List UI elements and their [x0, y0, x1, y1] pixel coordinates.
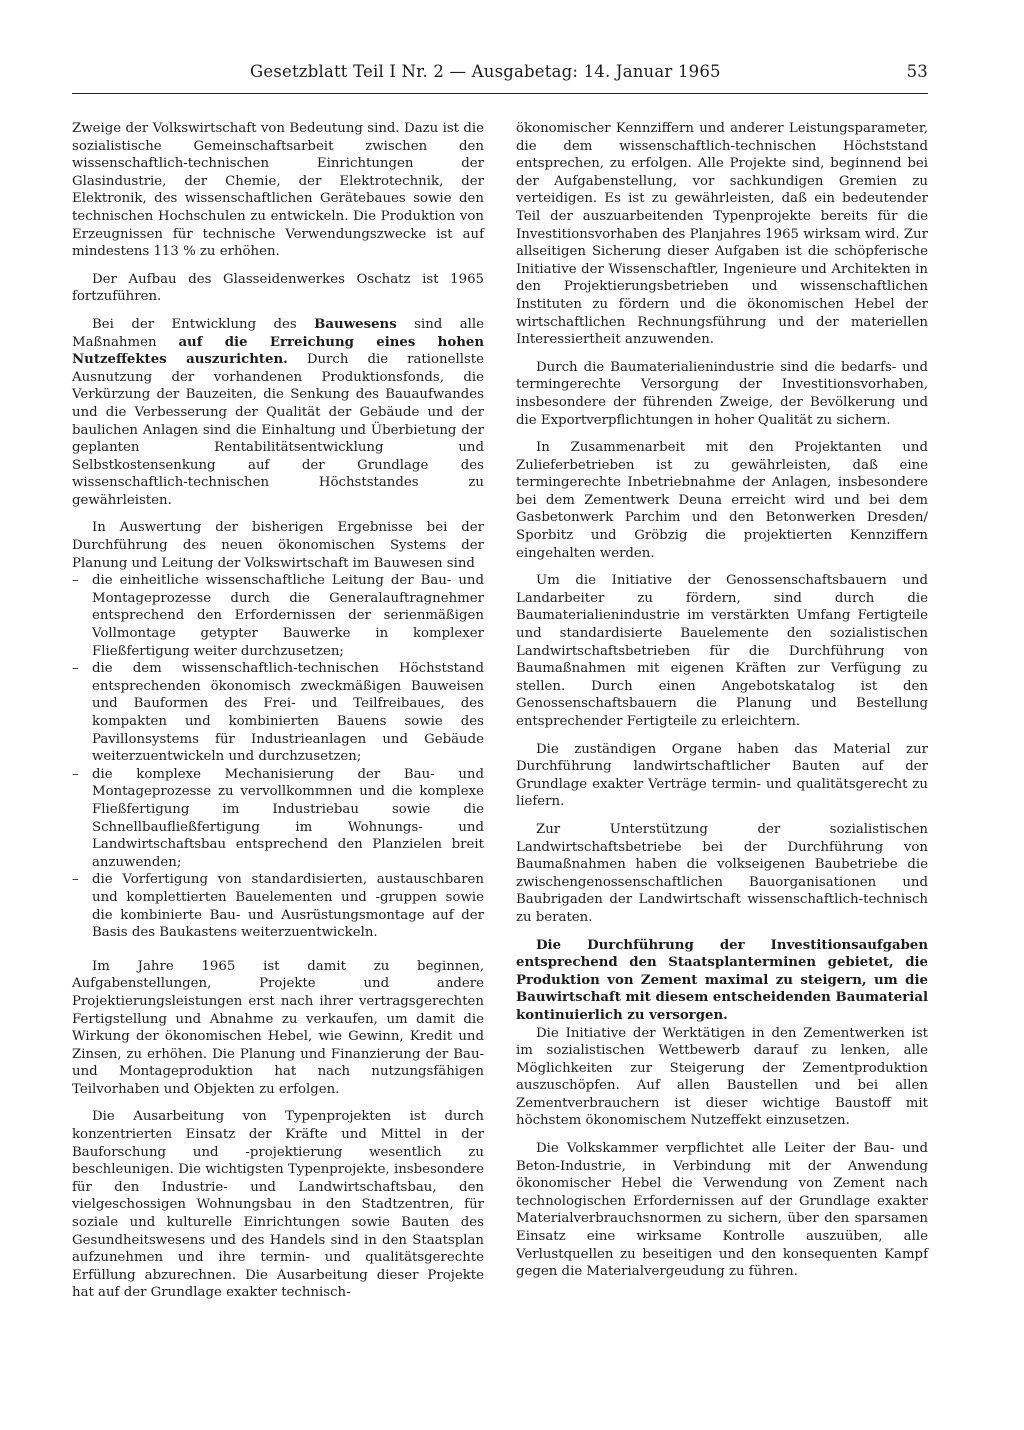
paragraph: ökonomischer Kennziffern und anderer Leistungsparameter, die dem wissenschaftlich-technischen Höchststand entsprechen, zu erfolgen. Alle Projekte sind, beginnend bei der Aufgabenstellung, vor sachkundigen Gremien zu verteidigen. Es ist zu gewährleisten, daß ein bedeutender Teil der auszuarbeitenden Typenprojekte bereits für die Investitionsvorhaben des Planjahres 1965 wirksam wird. Zur allseitigen Sicherung dieser Aufgaben ist die schöpferische Initiative der Wissenschaftler, Ingenieure und Architekten in den Projektierungsbetrieben und wissenschaftlichen Instituten zu fördern und die ökonomischen Hebel der wirtschaftlichen Rechnungsführung und der materiellen Interessiertheit anzuwenden. [516, 121, 928, 348]
dash-mark: – [72, 573, 79, 589]
header-rule [72, 93, 928, 94]
header-title: Gesetzblatt Teil I Nr. 2 — Ausgabetag: 14. Januar 1965 [250, 62, 721, 81]
paragraph: Im Jahre 1965 ist damit zu beginnen, Aufgabenstellungen, Projekte und andere Projektierungsleistungen erst nach ihrer vertragsgerechten Fertigstellung und Abnahme zu verkaufen, um damit die Wirkung der ökonomischen Hebel, wie Gewinn, Kredit und Zinsen, zu erhöhen. Die Planung und Finanzierung der Bau- und Montageproduktion hat nach nutzungsfähigen Teilvorhaben und Objekten zu erfolgen. [72, 958, 484, 1097]
dash-mark: – [72, 661, 79, 677]
list-item [72, 660, 484, 766]
paragraph: Die Volkskammer verpflichtet alle Leiter der Bau- und Beton-Industrie, in Verbindung mit der Anwendung ökonomischer Hebel die Verwendung von Zement nach technologischen Erfordernissen auf der Grundlage exakter Materialverbrauchsnormen zu sichern, über den sparsamen Einsatz eine wirksame Kontrolle auszuüben, alle Verlustquellen zu beseitigen und den konsequenten Kampf gegen die Materialvergeudung zu führen. [516, 1141, 928, 1280]
paragraph: Um die Initiative der Genossenschaftsbauern und Landarbeiter zu fördern, sind durch die Baumaterialienindustrie im verstärkten Umfang Fertigteile und standardisierte Bauelemente den sozialistischen Landwirtschaftsbetrieben für die Durchführung von Baumaßnahmen mit eigenen Kräften zur Verfügung zu stellen. Durch einen Angebotskatalog ist den Genossenschaftsbauern die Planung und Bestellung entsprechender Fertigteile zu erleichtern. [516, 573, 928, 729]
list-item-text: die Vorfertigung von standardisierten, austauschbaren und komplettierten Bauelementen und -gruppen sowie die kombinierte Bau- und Ausrüstungsmontage auf der Basis des Baukastens weiterzuentwickeln. [92, 872, 484, 941]
dash-list [72, 572, 484, 941]
paragraph: Zweige der Volkswirtschaft von Bedeutung sind. Dazu ist die sozialistische Gemeinschaftsarbeit zwischen den wissenschaftlich-technischen Einrichtungen der Glasindustrie, der Chemie, der Elektrotechnik, der Elektronik, des wissenschaftlichen Gerätebaues sowie den technischen Hochschulen zu entwickeln. Die Produktion von Erzeugnissen für technische Verwendungszwecke ist auf mindestens 113 % zu erhöhen. [72, 121, 484, 260]
paragraph-text: sind alle Maßnahmen [72, 316, 484, 350]
page-number: 53 [906, 62, 928, 81]
dash-mark: – [72, 766, 79, 782]
list-item-text: die dem wissenschaftlich-technischen Höchststand entsprechenden ökonomisch zweckmäßigen Bauweisen und Bauformen des Frei- und Teilfreibaues, des kompakten und kombinierten Bauens sowie des Pavillonsystems für Industrieanlagen und Gebäude weiterzuentwickeln und durchzusetzen; [92, 661, 484, 765]
paragraph: Durch die Baumaterialienindustrie sind die bedarfs- und termingerechte Versorgung der Investitionsvorhaben, insbesondere der führenden Zweige, der Bevölkerung und die Exportverpflichtungen in hoher Qualität zu sichern. [516, 359, 928, 428]
paragraph: Die zuständigen Organe haben das Material zur Durchführung landwirtschaftlicher Bauten auf der Grundlage exakter Verträge termin- und qualitätsgerecht zu liefern. [516, 741, 928, 810]
paragraph: Die Ausarbeitung von Typenprojekten ist durch konzentrierten Einsatz der Kräfte und Mittel in der Bauforschung und -projektierung wesentlich zu beschleunigen. Die wichtigsten Typenprojekte, insbesondere für den Industrie- und Landwirtschaftsbau, den vielgeschossigen Wohnungsbau in den Stadtzentren, für soziale und kulturelle Einrichtungen sowie Bauten des Gesundheitswesens und des Handels sind in den Staatsplan aufzunehmen und ihre termin- und qualitätsgerechte Erfüllung abzurechnen. Die Ausarbeitung dieser Projekte hat auf der Grundlage exakter technisch- [72, 1109, 484, 1301]
bold-phrase: auf die Erreichung eines hohen Nutzeffektes auszurichten. [72, 334, 485, 368]
dash-mark: – [72, 872, 79, 888]
paragraph: Zur Unterstützung der sozialistischen Landwirtschaftsbetriebe bei der Durchführung von Baumaßnahmen haben die volkseigenen Baubetriebe die zwischengenossenschaftlichen Bauorganisationen und Baubrigaden der Landwirtschaft wissenschaftlich-technisch zu beraten. [516, 821, 928, 925]
list-item [72, 871, 484, 941]
paragraph-text: Bei der Entwicklung des [92, 316, 315, 332]
paragraph: Die Initiative der Werktätigen in den Zementwerken ist im sozialistischen Wettbewerb darauf zu lenken, alle Möglichkeiten zur Steigerung der Zementproduktion auszuschöpfen. Auf allen Baustellen und bei allen Zementverbrauchern ist dieser wichtige Baustoff mit höchstem ökonomischem Nutzeffekt einzusetzen. [516, 1025, 928, 1129]
page-header [72, 62, 928, 90]
list-item [72, 766, 484, 872]
bold-paragraph: Die Durchführung der Investitionsaufgaben entsprechend den Staatsplanterminen gebietet, die Produktion von Zement maximal zu steigern, um die Bauwirtschaft mit diesem entscheidenden Baumaterial kontinuierlich zu versorgen. [516, 937, 928, 1023]
paragraph: In Zusammenarbeit mit den Projektanten und Zulieferbetrieben ist zu gewährleisten, daß eine termingerechte Inbetriebnahme der Anlagen, insbesondere bei dem Zementwerk Deuna erreicht wird und bei dem Gasbetonwerk Parchim und den Betonwerken Dresden/ Sporbitz und Gröbzig die projektierten Kennziffern eingehalten werden. [516, 440, 928, 561]
right-column [516, 120, 928, 1281]
paragraph: Der Aufbau des Glasseidenwerkes Oschatz ist 1965 fortzuführen. [72, 271, 484, 305]
list-item-text: die komplexe Mechanisierung der Bau- und Montageprozesse zu vervollkommnen und die komplexe Fließfertigung im Industriebau sowie die Schnellbaufließfertigung im Wohnungs- und Landwirtschaftsbau entsprechend den Planzielen breit anzuwenden; [92, 766, 484, 870]
list-item-text: die einheitliche wissenschaftliche Leitung der Bau- und Montageprozesse durch die Generalauftragnehmer entsprechend den Erfordernissen der serienmäßigen Vollmontage getypter Bauwerke in komplexer Fließfertigung weiter durchzusetzen; [92, 573, 484, 659]
bold-term: Bauwesens [314, 316, 397, 332]
paragraph-bauwesen [72, 316, 484, 510]
list-item [72, 572, 484, 660]
left-column [72, 120, 484, 1302]
paragraph: In Auswertung der bisherigen Ergebnisse bei der Durchführung des neuen ökonomischen Systems der Planung und Leitung der Volkswirtschaft im Bauwesen sind [72, 520, 484, 571]
paragraph-text: Durch die rationellste Ausnutzung der vorhandenen Produktionsfonds, die Verkürzung der Bauzeiten, die Senkung des Bauaufwandes und die Verbesserung der Qualität der Gebäude und der baulichen Anlagen sind die Einhaltung und Überbietung der geplanten Rentabilitätsentwicklung und Selbstkostensenkung auf der Grundlage des wissenschaftlich-technischen Höchststandes zu gewährleisten. [72, 352, 484, 508]
